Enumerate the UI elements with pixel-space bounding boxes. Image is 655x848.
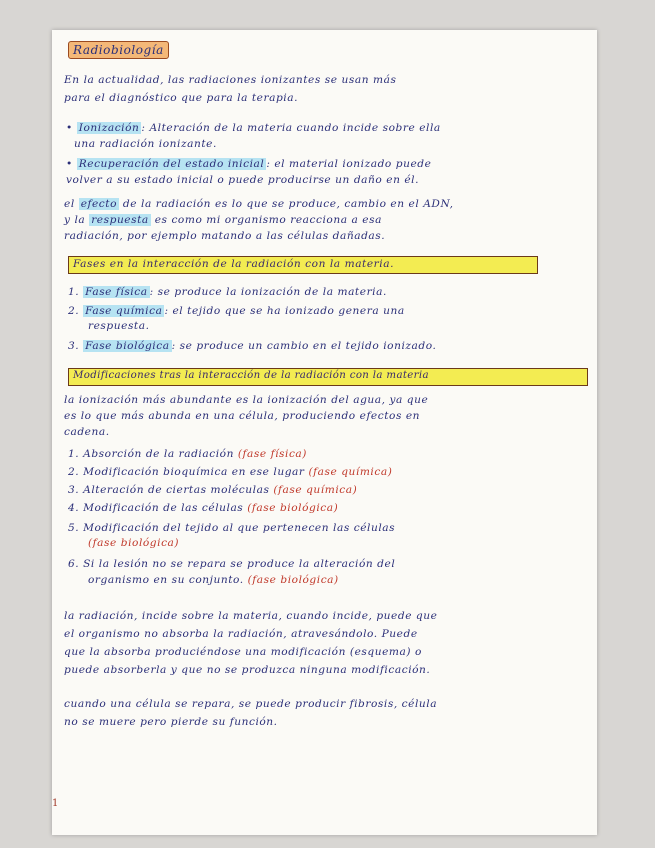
intro-line-1: En la actualidad, las radiaciones ionizantes se usan más [64,74,397,86]
para1-line-3: que la absorba produciéndose una modificación (esquema) o [64,646,422,658]
page-title: Radiobiología [68,41,169,59]
fase-item: 1. Fase física : se produce la ionización de la materia. [68,286,387,298]
fases-heading: Fases en la interacción de la radiación con la materia. [73,258,395,270]
fase-biologica-term: Fase biológica [85,340,170,352]
mod-intro-line-3: cadena. [64,426,110,438]
phase-label: (fase biológica) [247,574,339,586]
para2-line-1: cuando una célula se repara, se puede producir fibrosis, célula [64,698,438,710]
mod-item-5-phase: (fase biológica) [88,537,180,549]
mod-item-3: 3. Alteración de ciertas moléculas (fase química) [68,484,358,496]
efecto-line-2 [64,214,382,226]
fase-item-cont: respuesta. [88,320,150,332]
efecto-text-1: de la radiación es lo que se produce, cambio en el ADN, [119,198,454,210]
mod-intro-line-1: la ionización más abundante es la ionización del agua, ya que [64,394,429,406]
recuperacion-line-2: volver a su estado inicial o puede producirse un daño en él. [66,174,420,186]
phase-label: (fase física) [237,448,307,460]
fase-quimica-term: Fase química [85,305,163,317]
recuperacion-def: : el material ionizado puede [266,158,432,170]
ionizacion-term: Ionización [78,122,140,134]
recuperacion-term: Recuperación del estado inicial [78,158,265,170]
efecto-line-3: radiación, por ejemplo matando a las células dañadas. [64,230,386,242]
phase-label: (fase química) [308,466,393,478]
ionizacion-def: : Alteración de la materia cuando incide sobre ella [141,122,441,134]
page-number: 1 [52,798,59,809]
recuperacion-line-1: • Recuperación del estado inicial : el material ionizado puede [66,158,432,170]
mod-intro-line-2: es lo que más abunda en una célula, produciendo efectos en [64,410,421,422]
intro-line-2: para el diagnóstico que para la terapia. [64,92,299,104]
ionizacion-line-1: • Ionización : Alteración de la materia cuando incide sobre ella [66,122,441,134]
ionizacion-line-2: una radiación ionizante. [74,138,217,150]
efecto-prefix: el [64,198,79,210]
mod-item-6-cont: organismo en su conjunto. (fase biológica) [88,574,339,586]
para1-line-4: puede absorberla y que no se produzca ninguna modificación. [64,664,431,676]
respuesta-term: respuesta [91,214,149,226]
phase-label: (fase biológica) [247,502,339,514]
mod-item-4: 4. Modificación de las células (fase biológica) [68,502,339,514]
mod-item-2: 2. Modificación bioquímica en ese lugar (fase química) [68,466,393,478]
notebook-page [52,30,597,835]
mod-item-1: 1. Absorción de la radiación (fase física) [68,448,307,460]
fase-item: 3. Fase biológica : se produce un cambio en el tejido ionizado. [68,340,437,352]
mod-heading: Modificaciones tras la interacción de la radiación con la materia [73,370,429,381]
mod-item-6: 6. Si la lesión no se repara se produce la alteración del [68,558,396,570]
phase-label: (fase química) [273,484,358,496]
para2-line-2: no se muere pero pierde su función. [64,716,278,728]
para1-line-2: el organismo no absorba la radiación, atravesándolo. Puede [64,628,418,640]
mod-item-5: 5. Modificación del tejido al que pertenecen las células [68,522,396,534]
efecto-line-1 [64,198,454,210]
efecto-text-2: es como mi organismo reacciona a esa [150,214,382,226]
fase-fisica-term: Fase física [85,286,148,298]
efecto-term: efecto [80,198,118,210]
mod-heading-box [68,368,588,386]
fases-heading-box [68,256,538,274]
para1-line-1: la radiación, incide sobre la materia, cuando incide, puede que [64,610,438,622]
fase-item: 2. Fase química : el tejido que se ha ionizado genera una [68,305,405,317]
efecto-pre-2: y la [64,214,90,226]
